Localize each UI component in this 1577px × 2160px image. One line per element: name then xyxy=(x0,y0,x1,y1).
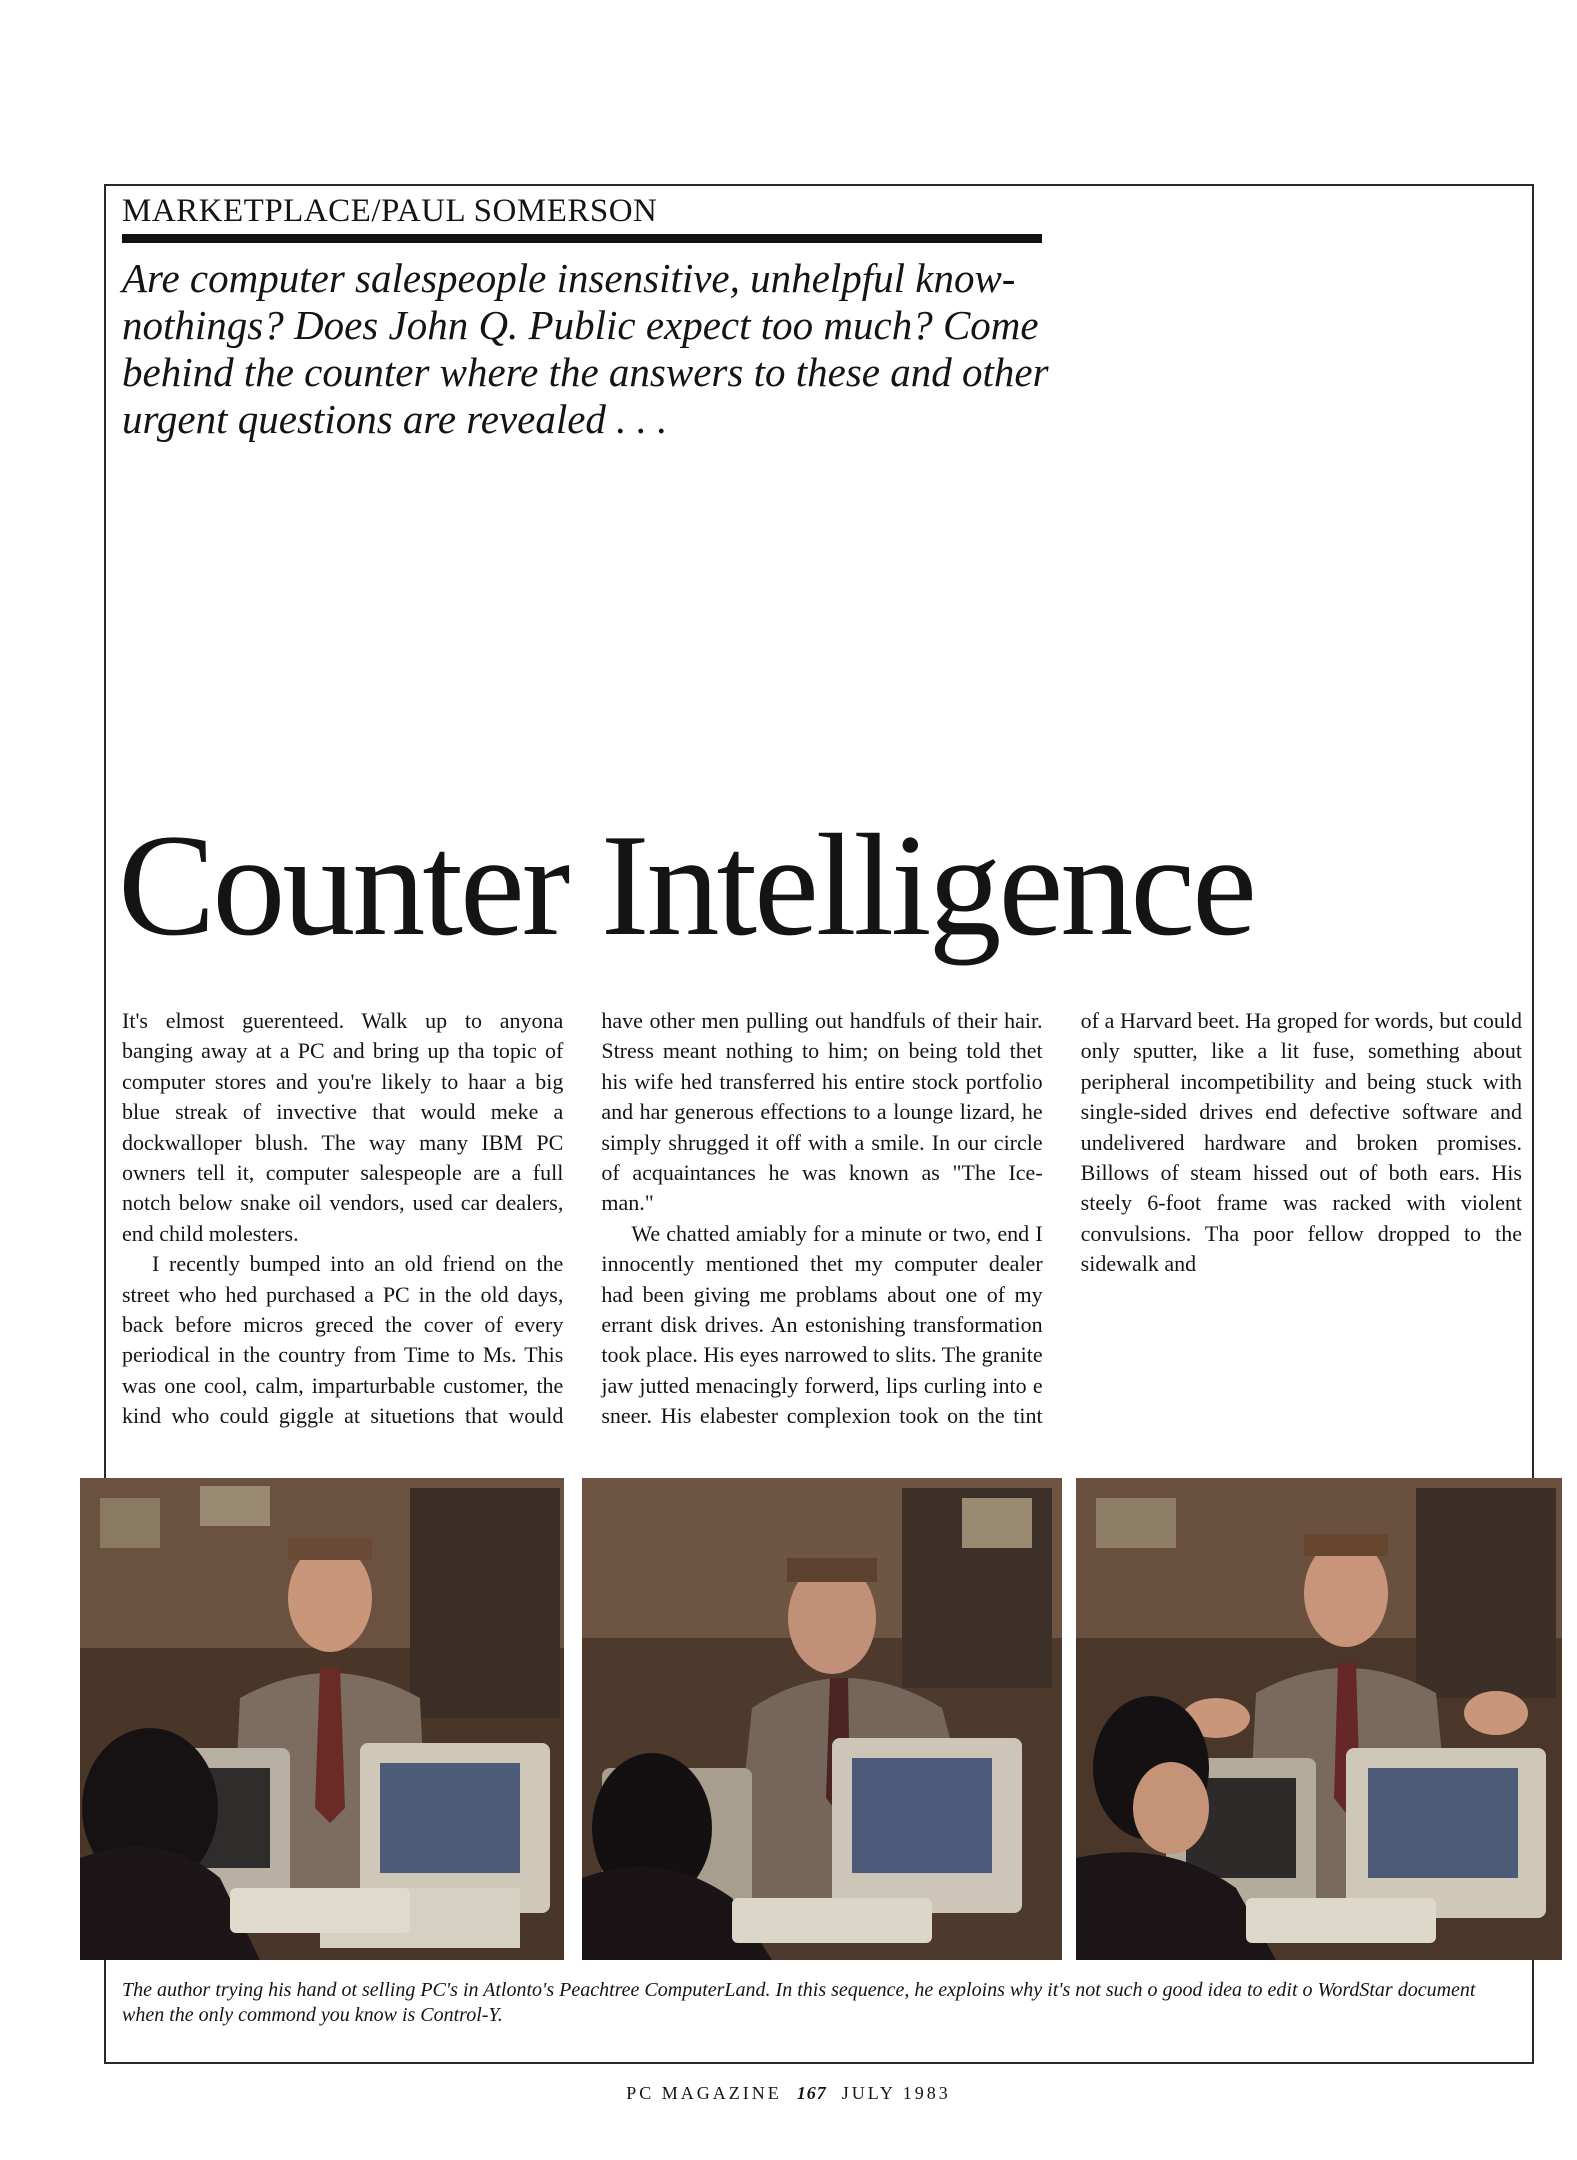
body-paragraph: I recently bumped into an old friend on the street who hed purchased a PC in the old days, back before micros greced the cover of every periodical in the country from Time to Ms. This was one cool, calm, imparturbable customer, the kind who could giggle at situetions that would have other men pulling out handfuls of their hair. Stress meant nothing to him; on being told thet his wife hed transferred his entire stock portfolio and har generous effections to a lounge lizard, he simply shrugged it off with a smile. In our circle of acquaintances he was known as "The Ice-man." xyxy=(122,1008,1043,1429)
photo-salesman-leaning xyxy=(582,1478,1062,1960)
photo-salesman-gesturing xyxy=(1076,1478,1562,1960)
body-paragraph: It's elmost guerenteed. Walk up to anyona banging away at a PC and bring up tha topic of computer stores and you're likely to haar a big blue streak of invective that would meke a dockwalloper blush. The way many IBM PC owners tell it, computer salespeople are a full notch below snake oil vendors, used car dealers, end child molesters. xyxy=(122,1008,564,1246)
section-label: MARKETPLACE/PAUL SOMERSON xyxy=(122,190,1042,243)
article-headline: Counter Intelligence xyxy=(118,804,1254,966)
article-body xyxy=(122,1006,1522,1436)
folio-magazine: PC MAGAZINE xyxy=(626,2083,782,2103)
page-folio xyxy=(0,2083,1577,2104)
photo-caption: The author trying his hand ot selling PC's in Atlonto's Peachtree ComputerLand. In this sequence, he exploins why it's not such o good idea to edit o WordStar document when the only commond you know is Control-Y. xyxy=(122,1979,1476,2026)
folio-date: JULY 1983 xyxy=(841,2083,951,2103)
body-paragraph: We chatted amiably for a minute or two, end I innocently mentioned thet my computer dealer had been giving me problams about one of my errant disk drives. An estonishing transformation took place. His eyes narrowed to slits. The granite jaw jutted menacingly forwerd, lips curling into e sneer. His elabester complexion took on the tint of a Harvard beet. Ha groped for words, but could only sputter, like a lit fuse, something about peripheral incompetibility and being stuck with single-sided drives end defective software and undelivered hardware and broken promises. Billows of steam hissed out of both ears. His steely 6-foot frame was racked with violent convulsions. Tha poor fellow dropped to the sidewalk and xyxy=(601,1008,1522,1429)
folio-page-number: 167 xyxy=(796,2083,827,2103)
dek-intro: Are computer salespeople insensitive, unhelpful know-nothings? Does John Q. Public expect too much? Come behind the counter where the answers to these and other urgent questions are revealed . . . xyxy=(122,255,1049,442)
photo-salesman-explaining xyxy=(80,1478,564,1960)
